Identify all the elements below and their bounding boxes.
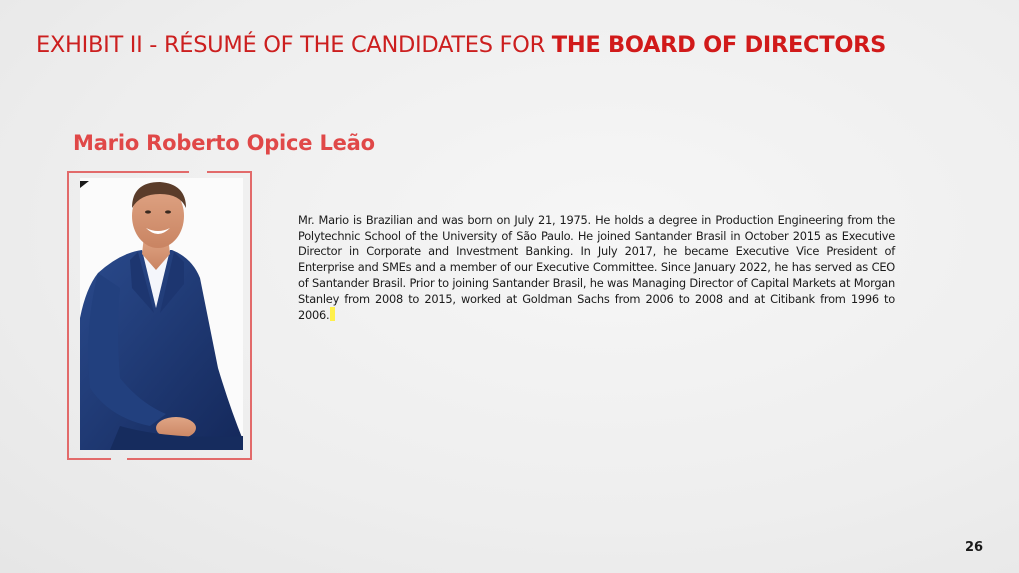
page-title — [36, 32, 886, 58]
page-number: 26 — [965, 540, 984, 555]
title-prefix: EXHIBIT II - RÉSUMÉ OF THE CANDIDATES FOR — [36, 32, 552, 58]
corner-marker-icon — [80, 181, 89, 188]
portrait-illustration — [80, 178, 243, 450]
candidate-photo — [80, 178, 243, 450]
candidate-name: Mario Roberto Opice Leão — [73, 131, 375, 155]
frame-bottom-left — [67, 458, 111, 460]
frame-top-right — [207, 171, 252, 173]
candidate-bio — [298, 213, 895, 324]
frame-bottom-right — [127, 458, 252, 460]
frame-left — [67, 171, 69, 460]
frame-top-left — [67, 171, 189, 173]
bio-text: Mr. Mario is Brazilian and was born on July 21, 1975. He holds a degree in Production Engineering from the Polytechnic School of the University of São Paulo. He joined Santander Brasil in October 2015 as Executive Director in Corporate and Investment Banking. In July 2017, he became Executive Vice President of Enterprise and SMEs and a member of our Executive Committee. Since January 2022, he has served as CEO of Santander Brasil. Prior to joining Santander Brasil, he was Managing Director of Capital Markets at Morgan Stanley from 2008 to 2015, worked at Goldman Sachs from 2006 to 2008 and at Citibank from 1996 to 2006. — [298, 213, 895, 323]
text-cursor-highlight — [330, 307, 335, 321]
title-bold: THE BOARD OF DIRECTORS — [551, 32, 887, 58]
frame-right — [250, 171, 252, 460]
